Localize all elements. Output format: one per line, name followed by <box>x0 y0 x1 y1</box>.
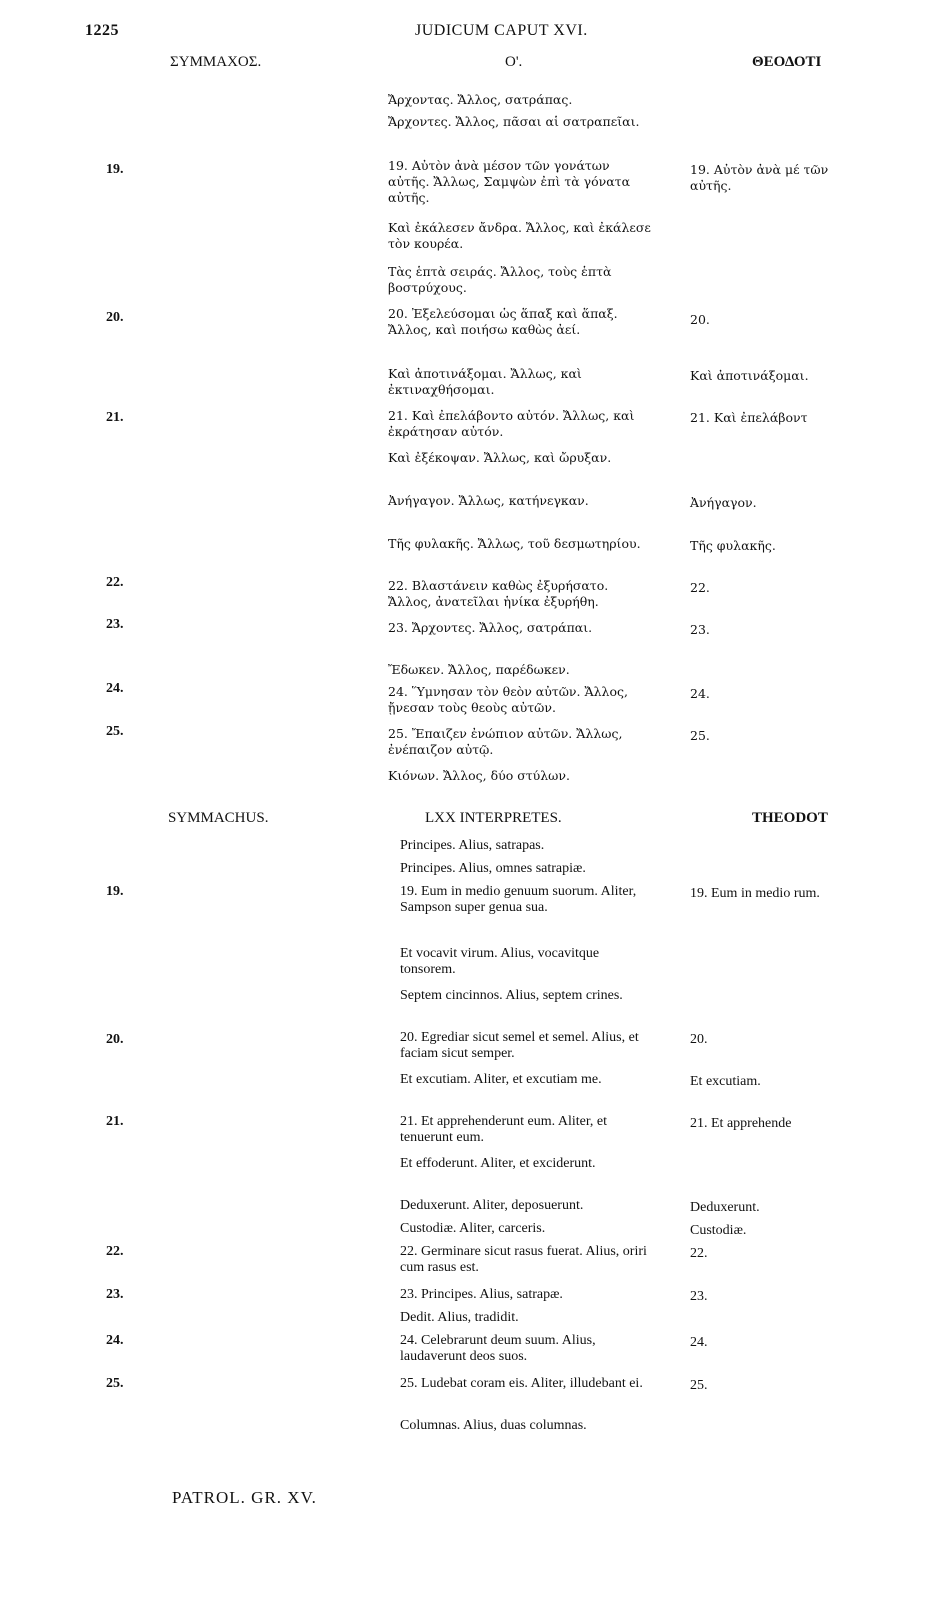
greek-verse-number: 24. <box>106 681 124 696</box>
latin-theod-entry: 22. <box>690 1246 708 1261</box>
greek-theod-entry: 19. Αὐτὸν ἀνὰ μέ τῶν αὐτῆς. <box>690 162 829 193</box>
latin-lxx-entry: 19. Eum in medio genuum suorum. Aliter, Sampson super genua sua. <box>400 884 637 915</box>
latin-lxx-entry: 25. Ludebat coram eis. Aliter, illudebant ei. <box>400 1376 643 1391</box>
latin-theod-entry: Deduxerunt. <box>690 1200 760 1215</box>
greek-lxx-entry: 19. Αὐτὸν ἀνὰ μέσον τῶν γονάτων αὐτῆς. Ἄλλως, Σαμψὼν ἐπὶ τὰ γόνατα αὐτῆς. <box>388 158 631 205</box>
col-head-symmachus-latin: SYMMACHUS. <box>168 810 269 826</box>
greek-lxx-entry: Ἄρχοντας. Ἄλλος, σατράπας. <box>388 92 573 107</box>
greek-theod-entry: 22. <box>690 580 710 595</box>
latin-lxx-entry: Columnas. Alius, duas columnas. <box>400 1418 587 1433</box>
greek-lxx-entry: 20. Ἐξελεύσομαι ὡς ἅπαξ καὶ ἅπαξ. Ἄλλος, καὶ ποιήσω καθὼς ἀεί. <box>388 306 618 337</box>
col-head-theodotion-latin: THEODOT <box>752 810 828 826</box>
latin-theod-entry: 24. <box>690 1335 708 1350</box>
latin-theod-entry: 23. <box>690 1289 708 1304</box>
greek-lxx-entry: Καὶ ἀποτινάξομαι. Ἄλλως, καὶ ἐκτιναχθήσομαι. <box>388 366 582 397</box>
greek-lxx-entry: Κιόνων. Ἄλλος, δύο στύλων. <box>388 768 570 783</box>
latin-theod-entry: 19. Eum in medio rum. <box>690 886 820 901</box>
latin-lxx-entry: Custodiæ. Aliter, carceris. <box>400 1221 546 1236</box>
latin-lxx-entry: Et effoderunt. Aliter, et exciderunt. <box>400 1156 596 1171</box>
latin-lxx-entry: 20. Egrediar sicut semel et semel. Alius, et faciam sicut semper. <box>400 1030 639 1061</box>
latin-theod-entry: Custodiæ. <box>690 1223 747 1238</box>
latin-verse-number: 22. <box>106 1244 124 1259</box>
greek-lxx-entry: Ἄρχοντες. Ἄλλος, πᾶσαι αἱ σατραπεῖαι. <box>388 114 640 129</box>
greek-verse-number: 19. <box>106 162 124 177</box>
greek-lxx-entry: Καὶ ἐξέκοψαν. Ἄλλως, καὶ ὤρυξαν. <box>388 450 612 465</box>
latin-verse-number: 25. <box>106 1376 124 1391</box>
greek-lxx-entry: Ἀνήγαγον. Ἄλλως, κατήνεγκαν. <box>388 493 589 508</box>
greek-lxx-entry: Τῆς φυλακῆς. Ἄλλως, τοῦ δεσμωτηρίου. <box>388 536 641 551</box>
latin-verse-number: 24. <box>106 1333 124 1348</box>
greek-theod-entry: Καὶ ἀποτινάξομαι. <box>690 368 809 383</box>
latin-verse-number: 23. <box>106 1287 124 1302</box>
greek-lxx-entry: Καὶ ἐκάλεσεν ἄνδρα. Ἄλλος, καὶ ἐκάλεσε τὸν κουρέα. <box>388 220 651 251</box>
col-head-symmachus-greek: ΣΥΜΜΑΧΟΣ. <box>170 54 262 70</box>
greek-verse-number: 22. <box>106 575 124 590</box>
greek-lxx-entry: Τὰς ἑπτὰ σειράς. Ἄλλος, τοὺς ἑπτὰ βοστρύχους. <box>388 264 612 295</box>
greek-theod-entry: 24. <box>690 686 710 701</box>
greek-theod-entry: 23. <box>690 622 710 637</box>
greek-theod-entry: Τῆς φυλακῆς. <box>690 538 776 553</box>
latin-theod-entry: 21. Et apprehende <box>690 1116 792 1131</box>
latin-lxx-entry: Septem cincinnos. Alius, septem crines. <box>400 988 623 1003</box>
col-head-lxx-greek: Ο'. <box>505 54 523 70</box>
greek-lxx-entry: Ἔδωκεν. Ἄλλος, παρέδωκεν. <box>388 662 570 677</box>
latin-lxx-entry: 23. Principes. Alius, satrapæ. <box>400 1287 563 1302</box>
latin-lxx-entry: 22. Germinare sicut rasus fuerat. Alius, oriri cum rasus est. <box>400 1244 647 1275</box>
greek-theod-entry: 21. Καὶ ἐπελάβοντ <box>690 410 808 425</box>
greek-lxx-entry: 23. Ἄρχοντες. Ἄλλος, σατράπαι. <box>388 620 593 635</box>
latin-verse-number: 19. <box>106 884 124 899</box>
greek-verse-number: 21. <box>106 410 124 425</box>
latin-lxx-entry: Dedit. Alius, tradidit. <box>400 1310 519 1325</box>
running-title: JUDICUM CAPUT XVI. <box>415 22 588 39</box>
col-head-lxx-latin: LXX INTERPRETES. <box>425 810 562 826</box>
greek-verse-number: 20. <box>106 310 124 325</box>
greek-verse-number: 23. <box>106 617 124 632</box>
greek-verse-number: 25. <box>106 724 124 739</box>
latin-lxx-entry: Principes. Alius, omnes satrapiæ. <box>400 861 586 876</box>
latin-theod-entry: 25. <box>690 1378 708 1393</box>
footer-signature: PATROL. GR. XV. <box>172 1488 317 1507</box>
greek-lxx-entry: 24. Ὕμνησαν τὸν θεὸν αὐτῶν. Ἄλλος, ᾔνεσαν τοὺς θεοὺς αὐτῶν. <box>388 684 628 715</box>
greek-lxx-entry: 25. Ἔπαιζεν ἐνώπιον αὐτῶν. Ἄλλως, ἐνέπαιζον αὐτῷ. <box>388 726 623 757</box>
latin-lxx-entry: Deduxerunt. Aliter, deposuerunt. <box>400 1198 584 1213</box>
latin-lxx-entry: Et excutiam. Aliter, et excutiam me. <box>400 1072 602 1087</box>
greek-lxx-entry: 22. Βλαστάνειν καθὼς ἐξυρήσατο. Ἄλλος, ἀνατεῖλαι ἡνίκα ἐξυρήθη. <box>388 578 609 609</box>
latin-verse-number: 21. <box>106 1114 124 1129</box>
greek-lxx-entry: 21. Καὶ ἐπελάβοντο αὐτόν. Ἄλλως, καὶ ἐκράτησαν αὐτόν. <box>388 408 635 439</box>
latin-verse-number: 20. <box>106 1032 124 1047</box>
page-number: 1225 <box>85 22 119 39</box>
latin-lxx-entry: 24. Celebrarunt deum suum. Alius, laudaverunt deos suos. <box>400 1333 596 1364</box>
latin-lxx-entry: Et vocavit virum. Alius, vocavitque tonsorem. <box>400 946 600 977</box>
greek-theod-entry: 20. <box>690 312 710 327</box>
col-head-theodotion-greek: ΘΕΟΔΟΤΙ <box>752 54 822 70</box>
latin-lxx-entry: 21. Et apprehenderunt eum. Aliter, et tenuerunt eum. <box>400 1114 608 1145</box>
latin-theod-entry: Et excutiam. <box>690 1074 761 1089</box>
latin-theod-entry: 20. <box>690 1032 708 1047</box>
greek-theod-entry: 25. <box>690 728 710 743</box>
greek-theod-entry: Ἀνήγαγον. <box>690 495 757 510</box>
latin-lxx-entry: Principes. Alius, satrapas. <box>400 838 545 853</box>
